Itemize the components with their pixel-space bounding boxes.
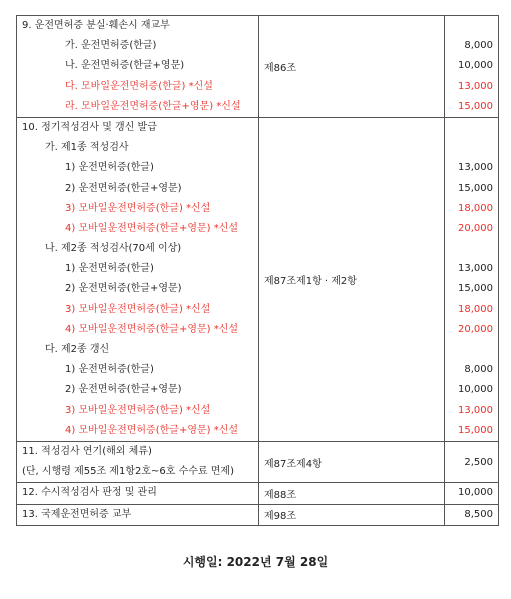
amount-cell	[445, 16, 499, 118]
fee-amount: 8,500	[464, 508, 493, 520]
item-cell	[17, 117, 259, 441]
effective-date: 시행일: 2022년 7월 28일	[182, 555, 329, 569]
fee-amount: 15,000	[458, 424, 493, 436]
fee-amount: 8,000	[464, 40, 493, 52]
table-row	[17, 441, 499, 482]
fee-amount: 20,000	[458, 222, 493, 234]
fee-table-body	[17, 16, 499, 526]
item-label: 4) 모바일운전면허증(한글+영문) *신설	[65, 424, 239, 436]
law-article: 제87조제4항	[264, 458, 322, 470]
fee-amount: 8,000	[464, 364, 493, 376]
table-row	[17, 483, 499, 504]
fee-amount: 18,000	[458, 303, 493, 315]
item-label: 3) 모바일운전면허증(한글) *신설	[65, 404, 211, 416]
law-article-cell	[259, 483, 445, 504]
item-label: 1) 운전면허증(한글)	[65, 263, 154, 275]
item-label: 3) 모바일운전면허증(한글) *신설	[65, 303, 211, 315]
fee-table	[16, 15, 499, 526]
item-label: 라. 모바일운전면허증(한글+영문) *신설	[65, 100, 241, 112]
fee-amount: 10,000	[458, 384, 493, 396]
item-label: 나. 운전면허증(한글+영문)	[65, 60, 185, 72]
table-row	[17, 504, 499, 525]
fee-amount: 15,000	[458, 100, 493, 112]
amount-cell	[445, 117, 499, 441]
fee-amount	[450, 16, 493, 36]
item-label: 12. 수시적성검사 판정 및 관리	[22, 487, 157, 499]
item-label: 9. 운전면허증 분실·훼손시 재교부	[22, 20, 170, 31]
law-article: 제86조	[264, 62, 297, 74]
law-article: 제87조제1항 · 제2항	[264, 275, 357, 287]
item-label: 4) 모바일운전면허증(한글+영문) *신설	[65, 323, 239, 335]
item-label: 11. 적성검사 연기(해외 체류)	[22, 445, 152, 457]
item-label: 3) 모바일운전면허증(한글) *신설	[65, 202, 211, 214]
law-article-cell	[259, 441, 445, 482]
fee-amount: 10,000	[458, 487, 493, 499]
item-label: 10. 정기적성검사 및 갱신 발급	[22, 121, 157, 133]
law-article-cell	[259, 504, 445, 525]
fee-amount	[450, 239, 493, 259]
fee-amount: 18,000	[458, 202, 493, 214]
law-article: 제88조	[264, 489, 297, 501]
amount-cell	[445, 504, 499, 525]
table-row	[17, 16, 499, 118]
item-label: 2) 운전면허증(한글+영문)	[65, 182, 182, 194]
amount-cell	[445, 441, 499, 482]
item-cell	[17, 16, 259, 118]
table-row	[17, 117, 499, 441]
item-label: 1) 운전면허증(한글)	[65, 364, 154, 376]
law-article-cell	[259, 117, 445, 441]
fee-amount: 13,000	[458, 162, 493, 174]
fee-amount: 10,000	[458, 60, 493, 72]
item-label: 1) 운전면허증(한글)	[65, 162, 154, 174]
fee-amount: 13,000	[458, 80, 493, 92]
fee-amount	[450, 118, 493, 138]
item-label: 가. 제1종 적성검사	[45, 142, 129, 154]
amount-cell	[445, 483, 499, 504]
fee-amount: 13,000	[458, 404, 493, 416]
fee-amount: 15,000	[458, 283, 493, 295]
fee-amount: 13,000	[458, 263, 493, 275]
fee-amount: 15,000	[458, 182, 493, 194]
item-label: 4) 모바일운전면허증(한글+영문) *신설	[65, 222, 239, 234]
item-label: 2) 운전면허증(한글+영문)	[65, 283, 182, 295]
law-article: 제98조	[264, 511, 297, 523]
item-label: 나. 제2종 적성검사(70세 이상)	[45, 243, 182, 255]
item-label: (단, 시행령 제55조 제1항2호~6호 수수료 면제)	[22, 466, 234, 478]
item-label: 2) 운전면허증(한글+영문)	[65, 384, 182, 396]
item-cell	[17, 441, 259, 482]
fee-amount	[450, 340, 493, 360]
item-cell	[17, 504, 259, 525]
item-label: 가. 운전면허증(한글)	[65, 40, 157, 52]
law-article-cell	[259, 16, 445, 118]
item-label: 다. 제2종 갱신	[45, 344, 110, 355]
item-label: 다. 모바일운전면허증(한글) *신설	[65, 80, 213, 92]
fee-amount: 2,500	[464, 456, 493, 468]
fee-amount: 20,000	[458, 323, 493, 335]
fee-amount	[450, 138, 493, 158]
item-cell	[17, 483, 259, 504]
item-label: 13. 국제운전면허증 교부	[22, 508, 132, 520]
